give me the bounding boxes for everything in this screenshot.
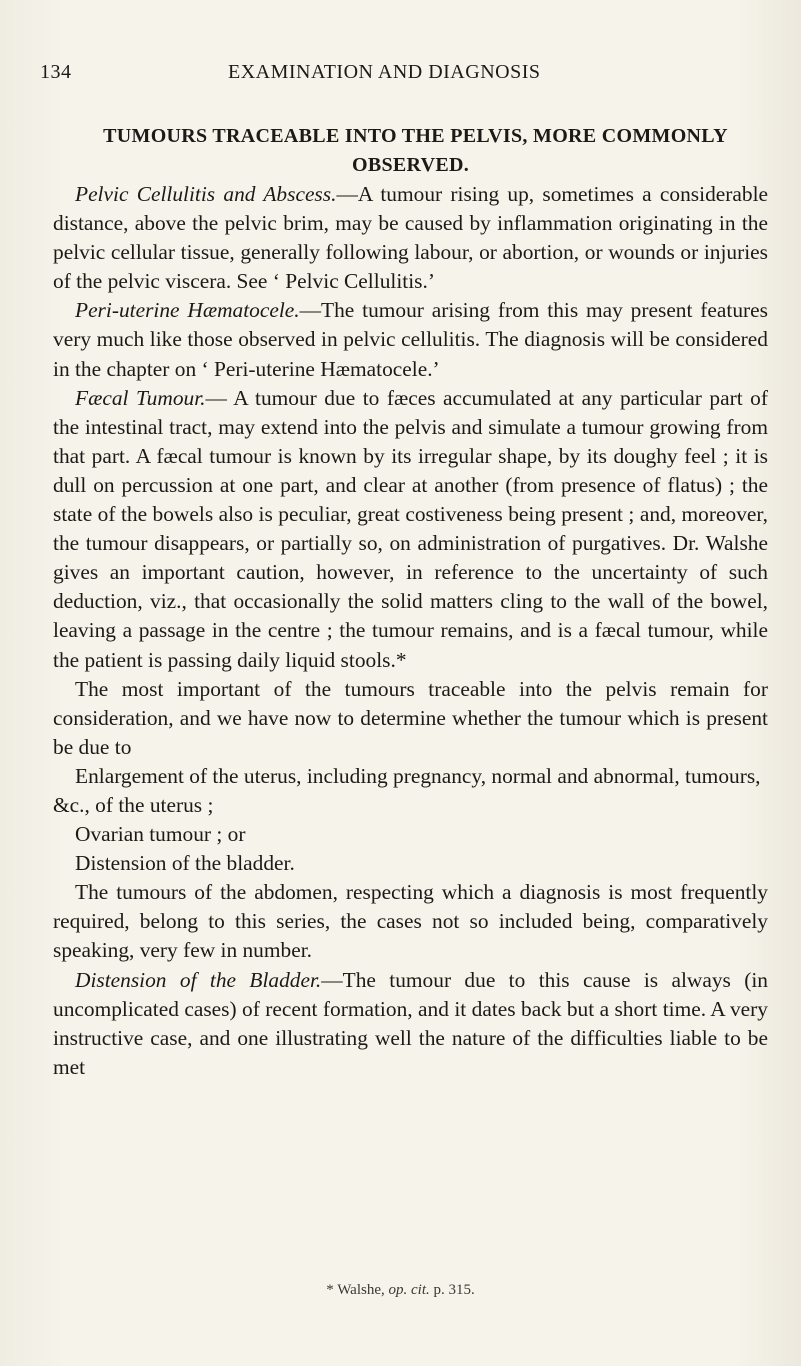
paragraph-most-important: The most important of the tumours traceable into the pelvis remain for consideration, and we have now to determine whether the tumour which is present be due to <box>53 676 768 759</box>
section-heading-line-2: OBSERVED. <box>351 154 470 176</box>
page-number: 134 <box>40 61 72 83</box>
body-text <box>53 122 768 1082</box>
footnote <box>0 1282 801 1299</box>
paragraph-tumours-abdomen: The tumours of the abdomen, respecting which a diagnosis is most frequently required, belong to this series, the cases not so included being, comparatively speaking, very few in number. <box>53 880 768 963</box>
paragraph-faecal-tumour <box>53 384 768 675</box>
section-heading-line-1: TUMOURS TRACEABLE INTO THE PELVIS, MORE COMMONLY <box>103 125 728 147</box>
paragraph-title: Distension of the Bladder. <box>75 967 322 992</box>
paragraph-body: —The tumour arising from this may present features very much like those observed in pelvic cellulitis. The diagnosis will be considered in the chapter on ‘ Peri-uterine Hæmatocele.’ <box>53 298 768 381</box>
footnote-citation: op. cit. <box>388 1282 430 1298</box>
paragraph-pelvic-cellulitis <box>53 180 768 296</box>
paragraph-title: Peri-uterine Hæmatocele. <box>75 298 300 323</box>
footnote-prefix: * Walshe, <box>326 1282 389 1298</box>
paragraph-title: Fæcal Tumour. <box>75 385 206 410</box>
paragraph-haematocele <box>53 296 768 383</box>
running-title: EXAMINATION AND DIAGNOSIS <box>228 61 541 83</box>
paragraph-body: — A tumour due to fæces accumulated at any particular part of the intestinal tract, may extend into the pelvis and simulate a tumour growing from that part. A fæcal tumour is known by its irregular shape, by its doughy feel ; it is dull on percussion at one part, and clear at another (from presence of flatus) ; the state of the bowels also is peculiar, great costiveness being present ; and, moreover, the tumour disappears, or partially so, on administration of purgatives. Dr. Walshe gives an important caution, however, in reference to the uncertainty of such deduction, viz., that occasionally the solid matters cling to the wall of the bowel, leaving a passage in the centre ; the tumour remains, and is a fæcal tumour, while the patient is passing daily liquid stools.* <box>53 385 768 672</box>
footnote-suffix: p. 315. <box>429 1282 475 1298</box>
running-head <box>40 61 765 91</box>
paragraph-body: —A tumour rising up, sometimes a considerable distance, above the pelvic brim, may be caused by inflammation originating in the pelvic cellular tissue, generally following labour, or abortion, or wounds or injuries of the pelvic viscera. See ‘ Pelvic Cellulitis.’ <box>53 182 769 294</box>
list-item-ovarian: Ovarian tumour ; or <box>75 822 246 847</box>
paragraph-body: —The tumour due to this cause is always (in uncomplicated cases) of recent formation, and it dates back but a short time. A very instructive case, and one illustrating well the nature of the difficulties liable to be met <box>53 967 768 1079</box>
paragraph-title: Pelvic Cellulitis and Abscess. <box>75 182 337 206</box>
section-heading <box>53 122 768 180</box>
list-item-bladder: Distension of the bladder. <box>75 851 295 876</box>
paragraph-bladder-distension <box>53 966 768 1082</box>
list-item-uterus: Enlargement of the uterus, including pregnancy, normal and abnormal, tumours, &c., of the uterus ; <box>53 763 761 817</box>
